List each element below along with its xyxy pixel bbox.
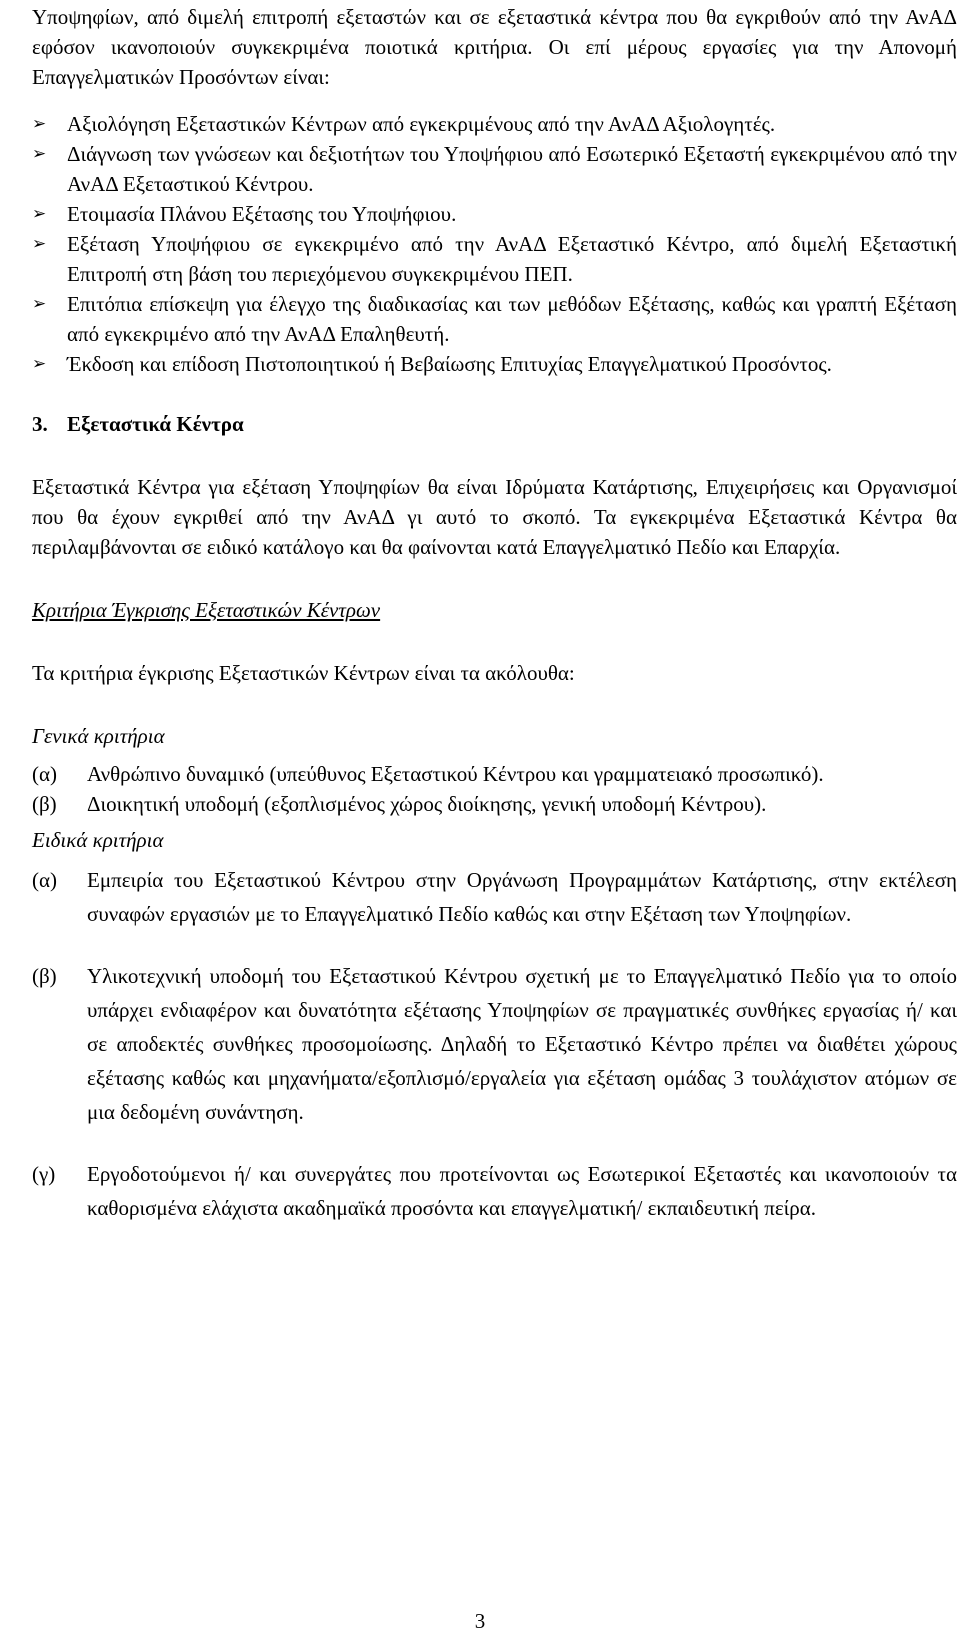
- bullet-text: Ετοιμασία Πλάνου Εξέτασης του Υποψήφιου.: [67, 202, 457, 226]
- bullet-item: [32, 109, 957, 139]
- criterion-mark: (α): [32, 762, 57, 786]
- task-bullet-list: [32, 109, 957, 379]
- section-title: Εξεταστικά Κέντρα: [67, 412, 244, 436]
- bullet-text: Εξέταση Υποψήφιου σε εγκεκριμένο από την ΑνΑΔ Εξεταστικό Κέντρο, από διμελή Εξεταστική Επιτροπή στη βάση του περιεχόμενου συγκεκριμένου ΠΕΠ.: [67, 232, 957, 286]
- criterion-text: Υλικοτεχνική υποδομή του Εξεταστικού Κέντρου σχετική με το Επαγγελματικό Πεδίο για το οποίο υπάρχει ενδιαφέρον και δυνατότητα εξέτασης Υποψηφίων σε πραγματικές συνθήκες εργασίας ή/ και σε αποδεκτές συνθήκες προσομοίωσης. Δηλαδή το Εξεταστικό Κέντρο πρέπει να διαθέτει χώρους εξέτασης καθώς και μηχανήματα/εξοπλισμό/εργαλεία για εξέταση ομάδας 3 τουλάχιστον ατόμων σε μια δεδομένη συνάντηση.: [87, 964, 957, 1124]
- section-paragraph: Εξεταστικά Κέντρα για εξέταση Υποψηφίων θα είναι Ιδρύματα Κατάρτισης, Επιχειρήσεις και Οργανισμοί που θα έχουν εγκριθεί από την ΑνΑΔ γι αυτό το σκοπό. Τα εγκεκριμένα Εξεταστικά Κέντρα θα περιλαμβάνονται σε ειδικό κατάλογο και θα φαίνονται κατά Επαγγελματικό Πεδίο και Επαρχία.: [32, 475, 957, 559]
- bullet-item: [32, 289, 957, 349]
- specific-criteria-heading: Ειδικά κριτήρια: [32, 828, 164, 852]
- criterion-text: Ανθρώπινο δυναμικό (υπεύθυνος Εξεταστικού Κέντρου και γραμματειακό προσωπικό).: [87, 762, 824, 786]
- criterion-text: Εμπειρία του Εξεταστικού Κέντρου στην Οργάνωση Προγραμμάτων Κατάρτισης, στην εκτέλεση συναφών εργασιών με το Επαγγελματικό Πεδίο καθώς και στην Εξέταση των Υποψηφίων.: [87, 868, 957, 926]
- bullet-item: [32, 199, 957, 229]
- document-page: [32, 0, 957, 1225]
- criterion-mark: (γ): [32, 1162, 56, 1186]
- bullet-item: [32, 349, 957, 379]
- criteria-heading: [32, 595, 957, 625]
- bullet-text: Έκδοση και επίδοση Πιστοποιητικού ή Βεβαίωσης Επιτυχίας Επαγγελματικού Προσόντος.: [67, 352, 832, 376]
- arrow-bullet-icon: ➢: [32, 234, 47, 254]
- arrow-bullet-icon: ➢: [32, 114, 47, 134]
- bullet-text: Διάγνωση των γνώσεων και δεξιοτήτων του Υποψήφιου από Εσωτερικό Εξεταστή εγκεκριμένου από την ΑνΑΔ Εξεταστικού Κέντρου.: [67, 142, 957, 196]
- arrow-bullet-icon: ➢: [32, 294, 47, 314]
- specific-criterion: [32, 1157, 957, 1225]
- criterion-text: Εργοδοτούμενοι ή/ και συνεργάτες που προτείνονται ως Εσωτερικοί Εξεταστές και ικανοποιούν τα καθορισμένα ελάχιστα ακαδημαϊκά προσόντα και επαγγελματική/ εκπαιδευτική πείρα.: [87, 1162, 957, 1220]
- section-number: 3.: [32, 412, 48, 436]
- criterion-text: Διοικητική υποδομή (εξοπλισμένος χώρος διοίκησης, γενική υποδομή Κέντρου).: [87, 792, 767, 816]
- general-criterion: [32, 759, 957, 789]
- specific-criterion: [32, 863, 957, 931]
- bullet-text: Επιτόπια επίσκεψη για έλεγχο της διαδικασίας και των μεθόδων Εξέτασης, καθώς και γραπτή Εξέταση από εγκεκριμένο από την ΑνΑΔ Επαληθευτή.: [67, 292, 957, 346]
- criterion-mark: (β): [32, 792, 57, 816]
- criteria-intro: Τα κριτήρια έγκρισης Εξεταστικών Κέντρων είναι τα ακόλουθα:: [32, 661, 575, 685]
- bullet-item: [32, 139, 957, 199]
- intro-paragraph: Υποψηφίων, από διμελή επιτροπή εξεταστών και σε εξεταστικά κέντρα που θα εγκριθούν από την ΑνΑΔ εφόσον ικανοποιούν συγκεκριμένα ποιοτικά κριτήρια. Οι επί μέρους εργασίες για την Απονομή Επαγγελματικών Προσόντων είναι:: [32, 5, 957, 89]
- bullet-text: Αξιολόγηση Εξεταστικών Κέντρων από εγκεκριμένους από την ΑνΑΔ Αξιολογητές.: [67, 112, 776, 136]
- section-heading: [32, 409, 957, 439]
- arrow-bullet-icon: ➢: [32, 204, 47, 224]
- page-number: 3: [474, 1609, 486, 1633]
- general-criterion: [32, 789, 957, 819]
- criterion-mark: (α): [32, 868, 57, 892]
- arrow-bullet-icon: ➢: [32, 144, 47, 164]
- criteria-heading-text: Κριτήρια Έγκρισης Εξεταστικών Κέντρων: [32, 598, 381, 622]
- bullet-item: [32, 229, 957, 289]
- criterion-mark: (β): [32, 964, 57, 988]
- arrow-bullet-icon: ➢: [32, 354, 47, 374]
- specific-criterion: [32, 959, 957, 1129]
- general-criteria-heading: Γενικά κριτήρια: [32, 724, 165, 748]
